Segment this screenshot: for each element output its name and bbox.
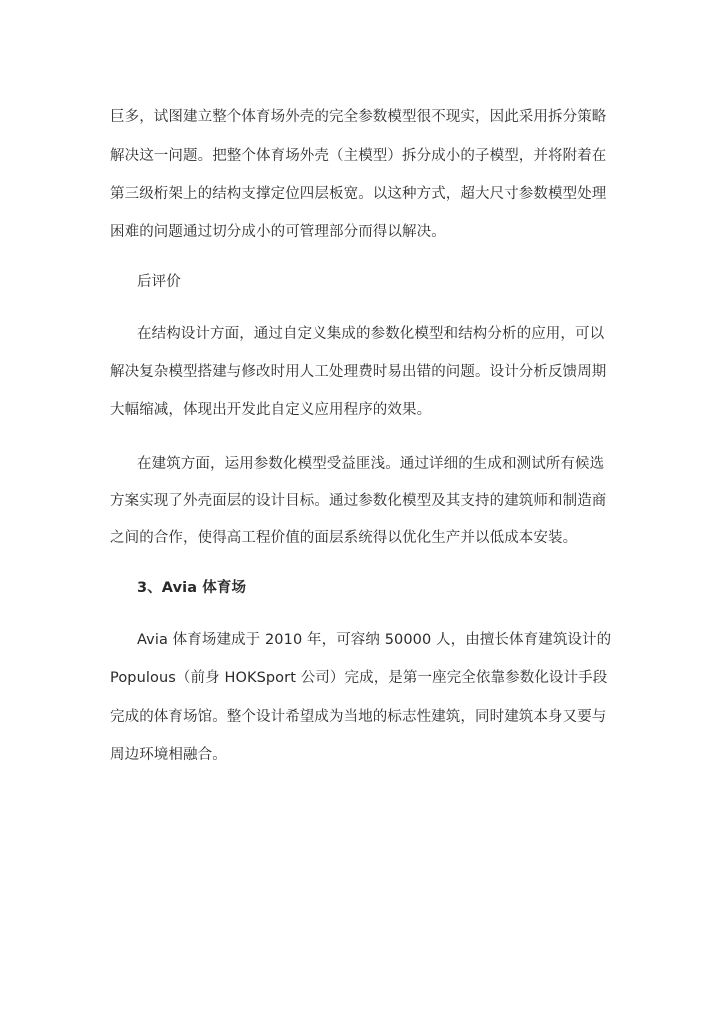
paragraph-line: 解决这一问题。把整个体育场外壳（主模型）拆分成小的子模型，并将附着在 [110, 148, 607, 164]
paragraph-line: 困难的问题通过切分成小的可管理部分而得以解决。 [110, 224, 446, 240]
paragraph-line: 在建筑方面，运用参数化模型受益匪浅。通过详细的生成和测试所有候选 [137, 456, 605, 472]
paragraph-line: 之间的合作，使得高工程价值的面层系统得以优化生产并以低成本安装。 [110, 530, 578, 546]
paragraph-line: 解决复杂模型搭建与修改时用人工处理费时易出错的问题。设计分析反馈周期 [110, 364, 607, 380]
section-heading: 后评价 [137, 274, 181, 290]
section-heading: 3、Avia 体育场 [137, 580, 247, 596]
paragraph-line: 完成的体育场馆。整个设计希望成为当地的标志性建筑，同时建筑本身又要与 [110, 709, 607, 725]
paragraph-line: 方案实现了外壳面层的设计目标。通过参数化模型及其支持的建筑师和制造商 [110, 493, 607, 509]
paragraph-line: Populous（前身 HOKSport 公司）完成，是第一座完全依靠参数化设计手段 [110, 670, 608, 686]
paragraph-line: 在结构设计方面，通过自定义集成的参数化模型和结构分析的应用，可以 [137, 326, 605, 342]
paragraph-line: Avia 体育场建成于 2010 年，可容纳 50000 人，由擅长体育建筑设计的 [137, 632, 612, 648]
paragraph-line: 巨多，试图建立整个体育场外壳的完全参数模型很不现实，因此采用拆分策略 [110, 109, 607, 125]
paragraph-line: 第三级桁架上的结构支撑定位四层板宽。以这种方式，超大尺寸参数模型处理 [110, 186, 607, 202]
paragraph-line: 周边环境相融合。 [110, 747, 227, 763]
paragraph-line: 大幅缩减，体现出开发此自定义应用程序的效果。 [110, 402, 432, 418]
